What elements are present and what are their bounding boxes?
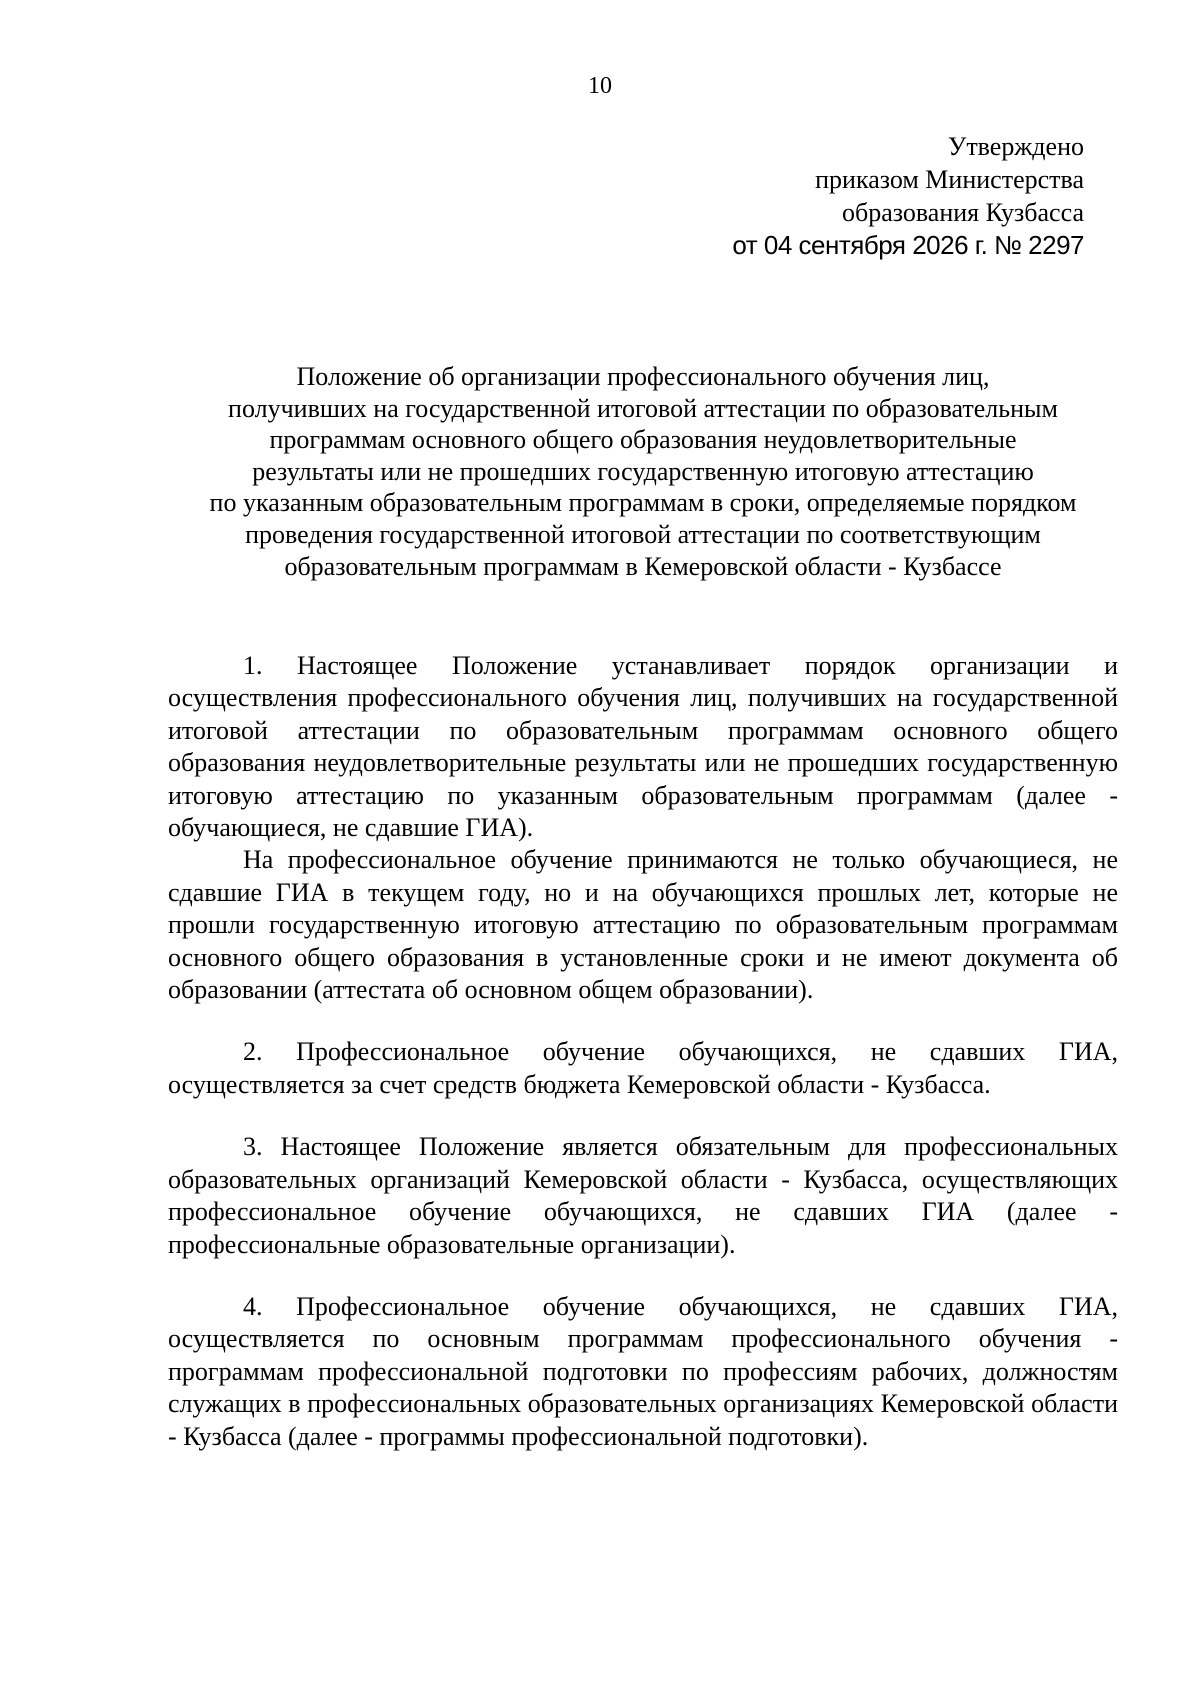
title-line: Положение об организации профессионального обучения лиц, [296,362,990,391]
document-title [168,361,1118,582]
paragraph-3: 3. Настоящее Положение является обязательным для профессиональных образовательных организаций Кемеровской области - Кузбасса, осуществляющих профессиональное обучение обучающихся, не сдавших ГИА (далее - профессиональные образовательные организации). [168,1132,1118,1259]
approval-line-ministry: образования Кузбасса [841,198,1084,227]
approval-line-approved: Утверждено [947,132,1084,161]
paragraph-2: 2. Профессиональное обучение обучающихся, не сдавших ГИА, осуществляется за счет средств бюджета Кемеровской области - Кузбасса. [168,1037,1118,1099]
approval-line-date: от 04 сентября 2026 г. № 2297 [732,230,1084,260]
paragraph-1-continuation: На профессиональное обучение принимаются не только обучающиеся, не сдавшие ГИА в текущем году, но и на обучающихся прошлых лет, которые не прошли государственную итоговую аттестацию по образовательным программам основного общего образования в установленные сроки и не имеют документа об образовании (аттестата об основном общем образовании). [168,845,1118,1005]
paragraph-4: 4. Профессиональное обучение обучающихся, не сдавших ГИА, осуществляется по основным программам профессионального обучения - программам профессиональной подготовки по профессиям рабочих, должностям служащих в профессиональных образовательных организациях Кемеровской области - Кузбасса (далее - программы профессиональной подготовки). [168,1291,1118,1451]
approval-block [584,130,1084,262]
page-number: 10 [588,73,612,99]
document-body [168,650,1118,1453]
paragraph-1: 1. Настоящее Положение устанавливает порядок организации и осуществления профессионального обучения лиц, получивших на государственной итоговой аттестации по образовательным программам основного общего образования неудовлетворительные результаты или не прошедших государственную итоговую аттестацию по указанным образовательным программам (далее - обучающиеся, не сдавшие ГИА). [168,651,1118,843]
title-line: образовательным программам в Кемеровской области - Кузбассе [284,551,1002,581]
approval-line-order: приказом Министерства [815,165,1084,194]
title-line: по указанным образовательным программам в сроки, определяемые порядком [209,488,1077,518]
title-line: результаты или не прошедших государственную итоговую аттестацию [252,456,1034,486]
title-line: программам основного общего образования неудовлетворительные [269,425,1017,455]
title-line: проведения государственной итоговой аттестации по соответствующим [245,519,1041,549]
title-line: получивших на государственной итоговой аттестации по образовательным [228,393,1058,423]
